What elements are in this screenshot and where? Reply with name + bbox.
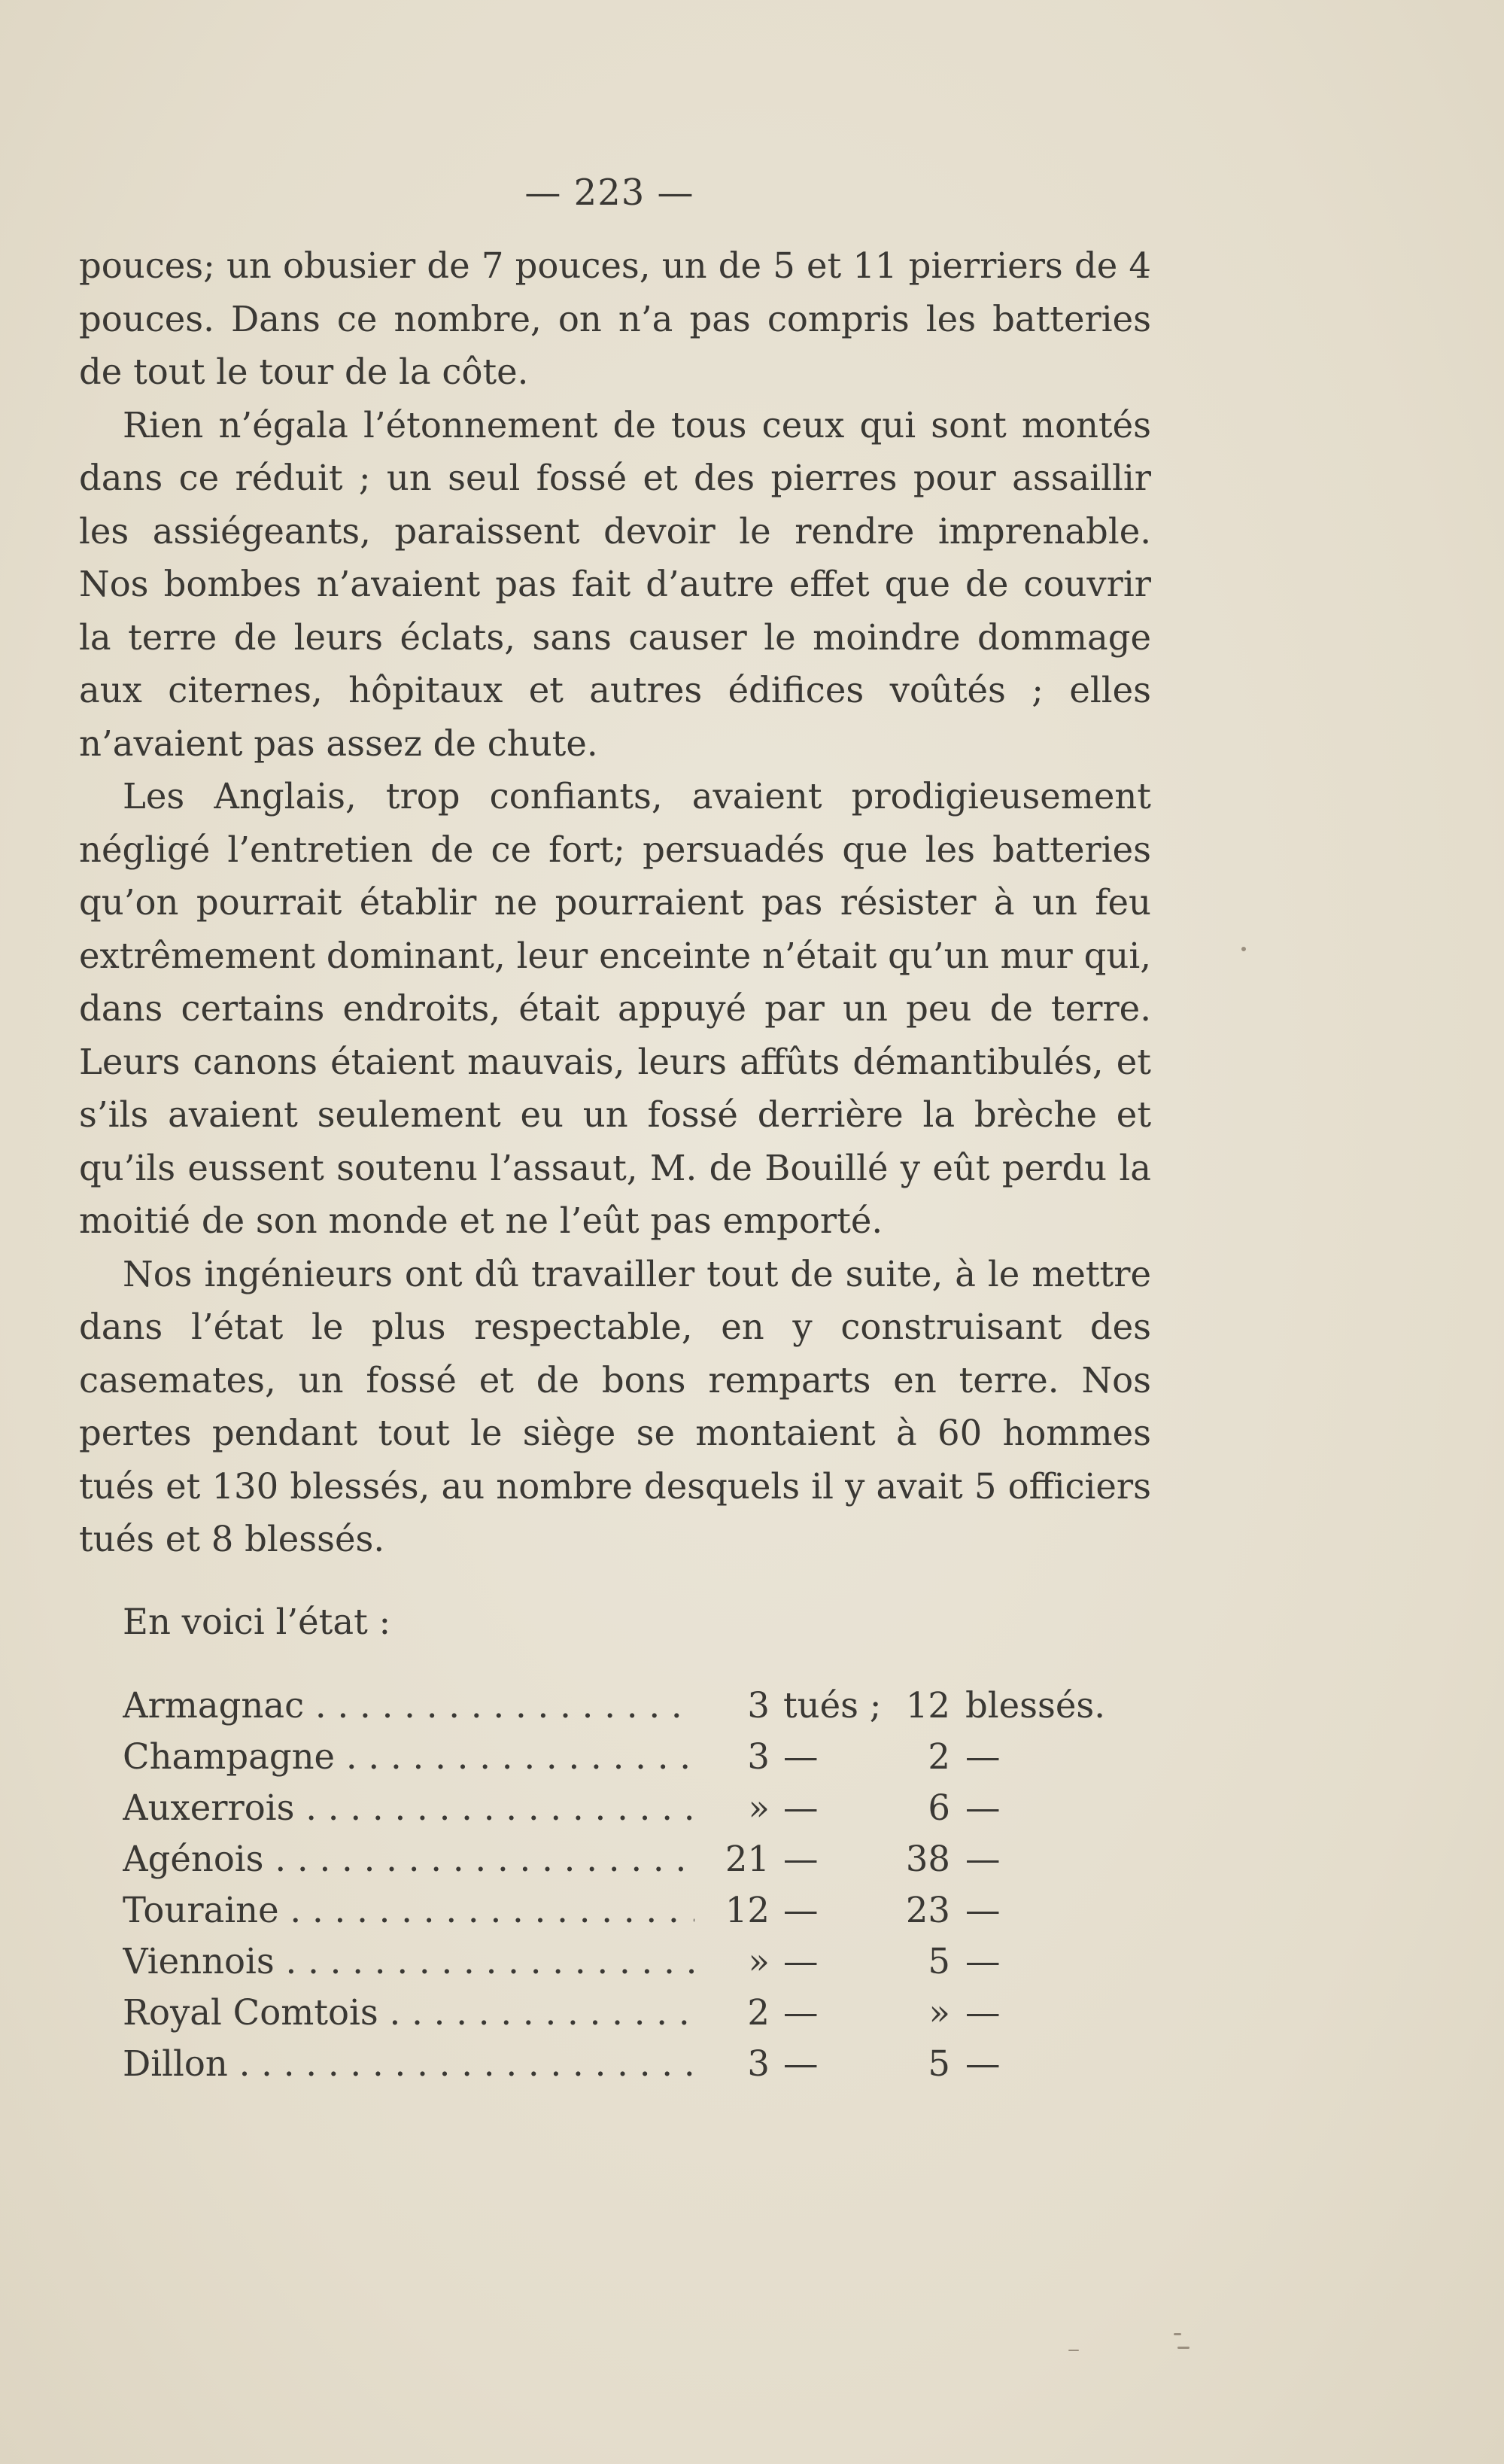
killed-count: » [748, 1941, 770, 1982]
paper-speck [1241, 947, 1246, 951]
paper-speck [1174, 2333, 1181, 2335]
table-row [123, 1936, 1176, 1987]
wounded-count: 2 [928, 1736, 950, 1777]
table-row [123, 1833, 1176, 1885]
killed-label: — [783, 1787, 819, 1828]
wounded-label: — [965, 2043, 1001, 2084]
paragraph: Les Anglais, trop confiants, avaient prodigieusement négligé l’entretien de ce fort; persuadés que les batteries qu’on pourrait établir ne pourraient pas résister à un feu extrêmement dominant, leur enceinte n’était qu’un mur qui, dans certains endroits, était appuyé par un peu de terre. Leurs canons étaient mauvais, leurs affûts démantibulés, et s’ils avaient seulement eu un fossé derrière la brèche et qu’ils eussent soutenu l’assaut, M. de Bouillé y eût perdu la moitié de son monde et ne l’eût pas emporté. [79, 776, 1151, 1241]
regiment-name: Touraine . . . [123, 1885, 694, 1936]
killed-count: 3 [747, 1736, 770, 1777]
table-row [123, 1731, 1176, 1782]
paragraph: pouces; un obusier de 7 pouces, un de 5 et 11 pierriers de 4 pouces. Dans ce nombre, on n’a pas compris les batteries de tout le tour de la côte. [79, 245, 1151, 392]
wounded-count: 6 [928, 1787, 950, 1828]
wounded-label: — [965, 1736, 1001, 1777]
wounded-count: » [928, 1992, 950, 2033]
table-intro: En voici l’état : [123, 1602, 391, 1642]
regiment-name: Agénois . . . [123, 1833, 694, 1885]
killed-label: — [783, 1736, 819, 1777]
killed-label: — [783, 1941, 819, 1982]
table-row [123, 1885, 1176, 1936]
wounded-count: 23 [905, 1890, 950, 1930]
killed-label: — [783, 1890, 819, 1930]
killed-label: tués ; [783, 1685, 882, 1726]
wounded-count: 38 [905, 1839, 950, 1879]
regiment-name: Dillon . . . [123, 2038, 694, 2089]
killed-count: 3 [747, 1685, 770, 1726]
casualty-table [123, 1680, 1176, 2089]
wounded-label: blessés. [965, 1685, 1106, 1726]
wounded-label: — [965, 1839, 1001, 1879]
regiment-name: Royal Comtois . . . [123, 1987, 694, 2038]
wounded-count: 5 [928, 1941, 950, 1982]
wounded-label: — [965, 1890, 1001, 1930]
killed-count: 12 [725, 1890, 770, 1930]
regiment-name: Auxerrois . . . [123, 1782, 694, 1833]
regiment-name: Champagne . . . [123, 1731, 694, 1782]
table-row [123, 1680, 1176, 1731]
wounded-label: — [965, 1941, 1001, 1982]
body-text [79, 239, 1151, 1566]
page-number: — 223 — [524, 172, 694, 214]
table-row [123, 1782, 1176, 1833]
wounded-label: — [965, 1787, 1001, 1828]
table-row [123, 2038, 1176, 2089]
regiment-name: Armagnac . . . [123, 1680, 694, 1731]
table-row [123, 1987, 1176, 2038]
killed-count: 3 [747, 2043, 770, 2084]
paper-speck [1177, 2347, 1190, 2349]
killed-label: — [783, 1839, 819, 1879]
wounded-count: 12 [905, 1685, 950, 1726]
paragraph: Nos ingénieurs ont dû travailler tout de suite, à le mettre dans l’état le plus respectable, en y construisant des casemates, un fossé et de bons remparts en terre. Nos pertes pendant tout le siège se montaient à 60 hommes tués et 130 blessés, au nombre desquels il y avait 5 officiers tués et 8 blessés. [79, 1253, 1151, 1559]
killed-count: » [748, 1787, 770, 1828]
killed-label: — [783, 1992, 819, 2033]
paragraph: Rien n’égala l’étonnement de tous ceux qui sont montés dans ce réduit ; un seul fossé et des pierres pour assaillir les assiégeants, paraissent devoir le rendre imprenable. Nos bombes n’avaient pas fait d’autre effet que de couvrir la terre de leurs éclats, sans causer le moindre dommage aux citernes, hôpitaux et autres édifices voûtés ; elles n’avaient pas assez de chute. [79, 404, 1151, 764]
killed-label: — [783, 2043, 819, 2084]
regiment-name: Viennois . . . [123, 1936, 694, 1987]
wounded-count: 5 [928, 2043, 950, 2084]
killed-count: 21 [725, 1839, 770, 1879]
paper-speck [1068, 2350, 1079, 2351]
wounded-label: — [965, 1992, 1001, 2033]
killed-count: 2 [747, 1992, 770, 2033]
